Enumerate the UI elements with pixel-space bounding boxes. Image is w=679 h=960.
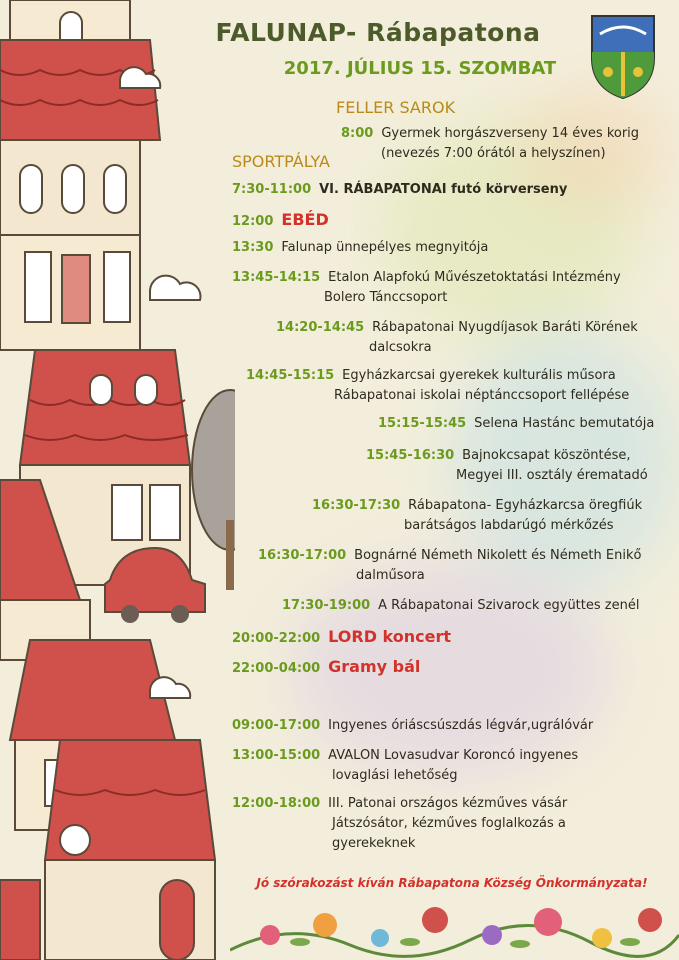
program-text: Gramy bál [328,657,421,676]
extra-time: 12:00-18:00 [232,796,321,811]
program-time: 16:30-17:30 [312,498,401,513]
program-text: dalműsora [356,568,425,583]
program-text: EBÉD [281,210,329,229]
program-text: barátságos labdarúgó mérkőzés [404,518,614,533]
location-feller: FELLER SAROK [336,98,456,117]
program-row [378,414,654,434]
program-row [341,124,639,164]
program-time: 13:30 [232,240,274,255]
extra-row [232,716,593,736]
program-text: (nevezés 7:00 órától a helyszínen) [381,146,606,161]
extra-text: lovaglási lehetőség [332,768,458,783]
program-text: LORD koncert [328,627,452,646]
program-time: 8:00 [341,126,374,141]
event-date: 2017. JÚLIUS 15. SZOMBAT [283,58,557,79]
program-time: 22:00-04:00 [232,661,321,676]
extra-text: Játszósátor, kézműves foglalkozás a [332,816,566,831]
program-text: Bajnokcsapat köszöntése, [462,448,631,463]
program-time: 12:00 [232,214,274,229]
program-row [276,318,638,358]
program-row [232,627,451,649]
page-title: FALUNAP- Rábapatona [215,18,541,47]
extra-time: 09:00-17:00 [232,718,321,733]
program-text: Bognárné Németh Nikolett és Németh Enikő [354,548,642,563]
program-text: Bolero Tánccsoport [324,290,448,305]
program-time: 15:15-15:45 [378,416,467,431]
flower-border [230,880,679,960]
program-time: 16:30-17:00 [258,548,347,563]
program-row [232,180,567,200]
extra-text: gyerekeknek [332,836,416,851]
coat-of-arms-icon [588,12,658,100]
program-time: 14:20-14:45 [276,320,365,335]
program-text: Megyei III. osztály érematadó [456,468,648,483]
program-text: Rábapatonai iskolai néptánccsoport fellépése [334,388,630,403]
program-row [232,210,329,232]
program-row [232,268,621,308]
program-text: Gyermek horgászverseny 14 éves korig [381,126,640,141]
program-time: 17:30-19:00 [282,598,371,613]
extra-row [232,746,578,786]
houses-illustration [0,0,235,960]
program-row [366,446,648,486]
program-row [258,546,641,586]
extra-time: 13:00-15:00 [232,748,321,763]
program-row [282,596,639,616]
program-text: Rábapatona- Egyházkarcsa öregfiúk [408,498,643,513]
program-row [232,657,420,679]
program-text: Falunap ünnepélyes megnyitója [281,240,489,255]
extra-text: AVALON Lovasudvar Koroncó ingyenes [328,748,579,763]
closing-message: Jó szórakozást kíván Rábapatona Község Önkormányzata! [256,876,648,890]
program-text: A Rábapatonai Szivarock együttes zenél [378,598,640,613]
extra-row [232,794,567,854]
program-text: VI. RÁBAPATONAI futó körverseny [319,182,568,197]
program-text: Etalon Alapfokú Művészetoktatási Intézmény [328,270,621,285]
program-text: dalcsokra [369,340,432,355]
program-time: 7:30-11:00 [232,182,312,197]
program-text: Rábapatonai Nyugdíjasok Baráti Körének [372,320,638,335]
program-time: 20:00-22:00 [232,631,321,646]
program-time: 15:45-16:30 [366,448,455,463]
program-time: 14:45-15:15 [246,368,335,383]
program-row [312,496,642,536]
program-text: Egyházkarcsai gyerekek kulturális műsora [342,368,616,383]
program-row [246,366,629,406]
extra-text: Ingyenes óriáscsúszdás légvár,ugrálóvár [328,718,594,733]
extra-text: III. Patonai országos kézműves vásár [328,796,568,811]
program-row [232,238,488,258]
program-time: 13:45-14:15 [232,270,321,285]
location-sportpalya: SPORTPÁLYA [232,152,330,171]
program-text: Selena Hastánc bemutatója [474,416,655,431]
